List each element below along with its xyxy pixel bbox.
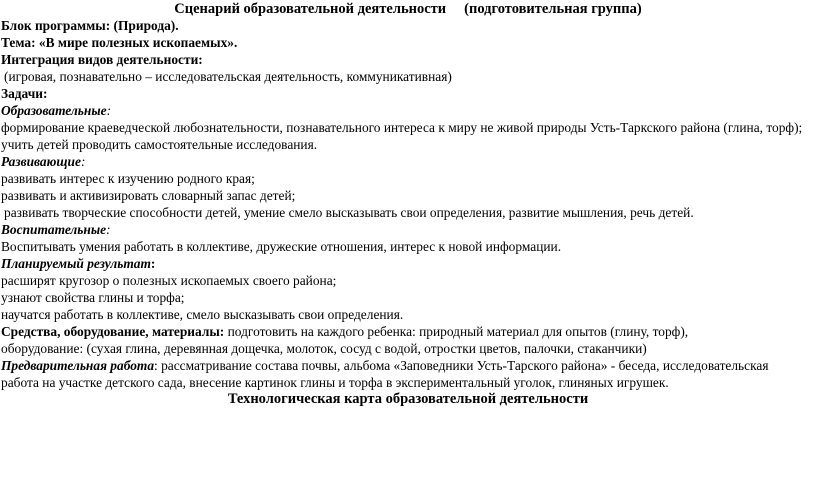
educational-heading: Образовательные:: [1, 103, 112, 118]
developing-line: развивать творческие способности детей, умение смело высказывать свои определения, развитие мышления, речь детей.: [4, 205, 694, 220]
result-line: расширят кругозор о полезных ископаемых своего района;: [1, 273, 337, 288]
group-label: (подготовительная группа): [464, 1, 642, 17]
theme: Тема: «В мире полезных ископаемых».: [1, 35, 238, 50]
means-line: Средства, оборудование, материалы: подготовить на каждого ребенка: природный материал для опытов (глину, торф),: [1, 324, 689, 339]
developing-line: развивать интерес к изучению родного края;: [1, 171, 255, 186]
tasks-heading: Задачи:: [1, 86, 48, 101]
tech-map-title: Технологическая карта образовательной деятельности: [227, 391, 589, 407]
preliminary-line: работа на участке детского сада, внесение картинок глины и торфа в экспериментальный уголок, глиняных игрушек.: [1, 375, 669, 390]
result-line: узнают свойства глины и торфа;: [1, 290, 185, 305]
educational-line: учить детей проводить самостоятельные исследования.: [1, 137, 318, 152]
integration-heading: Интеграция видов деятельности:: [1, 52, 203, 67]
educational-line: формирование краеведческой любознательности, познавательного интереса к миру не живой природы Усть-Таркского района (глина, торф);: [1, 120, 803, 135]
result-heading: Планируемый результат:: [1, 256, 156, 271]
upbringing-heading: Воспитательные:: [1, 222, 111, 237]
developing-line: развивать и активизировать словарный запас детей;: [1, 188, 296, 203]
upbringing-line: Воспитывать умения работать в коллективе, дружеские отношения, интерес к новой информации.: [1, 239, 562, 254]
program-block: Блок программы: (Природа).: [1, 18, 179, 33]
document-title: Сценарий образовательной деятельности (подготовительная группа): [174, 1, 642, 17]
equipment-line: оборудование: (сухая глина, деревянная дощечка, молоток, сосуд с водой, отростки цветов, палочки, стаканчики): [1, 341, 647, 356]
integration-text: (игровая, познавательно – исследовательская деятельность, коммуникативная): [4, 69, 452, 84]
developing-heading: Развивающие:: [1, 154, 86, 169]
preliminary-line: Предварительная работа: рассматривание состава почвы, альбома «Заповедники Усть-Тарского района» - беседа, исследовательская: [1, 358, 769, 373]
result-line: научатся работать в коллективе, смело высказывать свои определения.: [1, 307, 404, 322]
